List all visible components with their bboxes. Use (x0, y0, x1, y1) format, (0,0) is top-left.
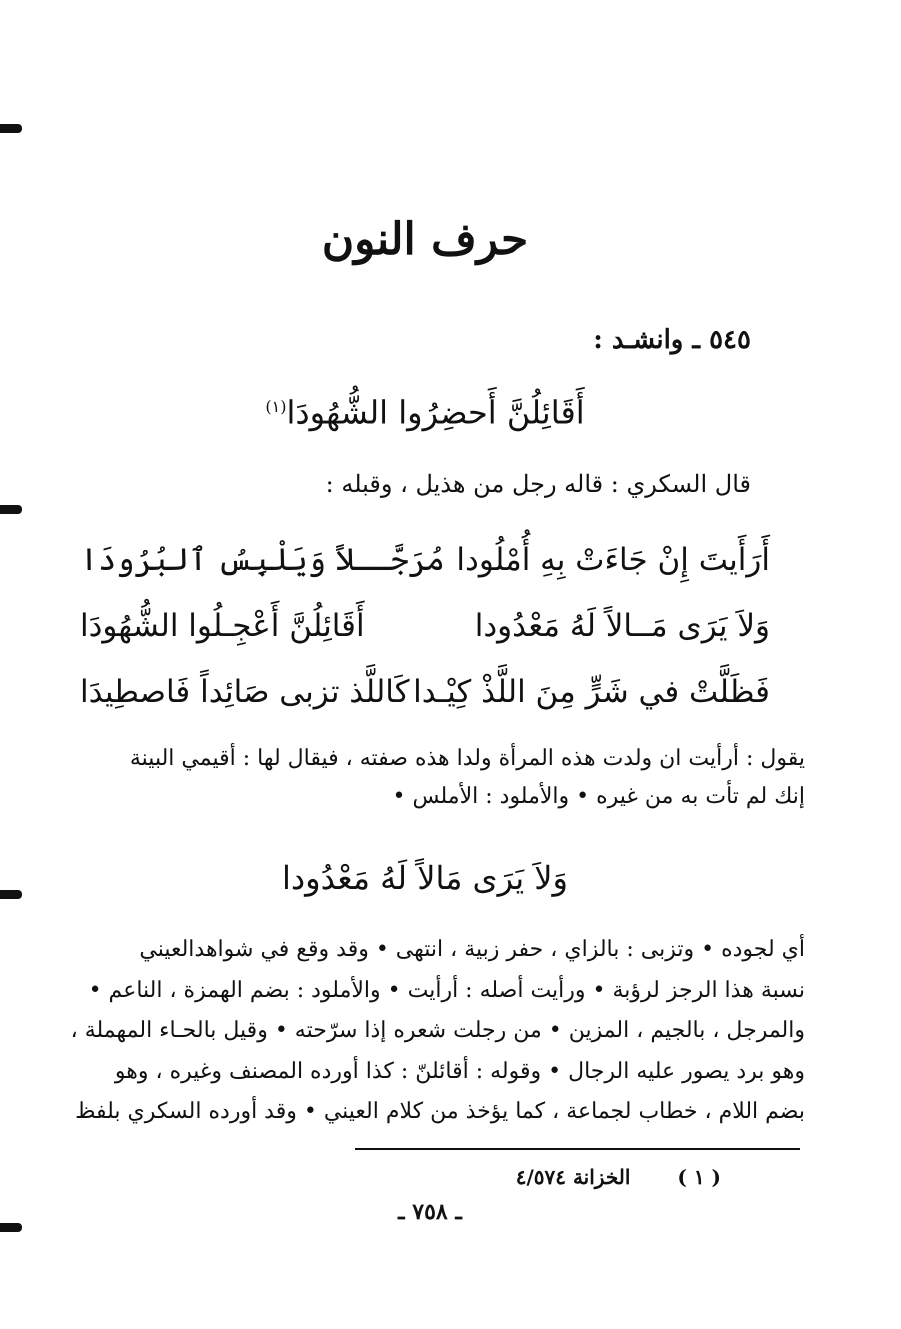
verse-first-hemistich: وَلاَ يَرَى مَــالاً لَهُ مَعْدُودا (474, 608, 770, 644)
verse-second-hemistich: مُرَجَّــلاً وَيَلْبِسُ ٱلبُرُودَا (80, 542, 445, 578)
text-line: نسبة هذا الرجز لرؤبة • ورأيت أصله : أرأيت • والأملود : بضم الهمزة ، الناعم • (88, 977, 805, 1003)
commentary-paragraph (45, 740, 805, 816)
poem-verse (70, 662, 770, 728)
margin-mark (0, 124, 22, 133)
text-line: يقول : أرأيت ان ولدت هذه المرأة ولدا هذه صفته ، فيقال لها : أقيمي البينة (129, 746, 805, 771)
text-line: أي لجوده • وتزبى : بالزاي ، حفر زبية ، انتهى • وقد وقع في شواهدالعيني (139, 937, 805, 962)
chapter-title: حرف النون (321, 214, 529, 265)
footnote-divider (355, 1148, 800, 1150)
text-line: إنك لم تأت به من غيره • والأملود : الأملس • (392, 784, 805, 809)
footnote (516, 1160, 721, 1194)
poem-verse (70, 530, 770, 596)
text-line: والمرجل ، بالجيم ، المزين • من رجلت شعره إذا سرّحته • وقيل بالحـاء المهملة ، (70, 1018, 805, 1043)
poem-verse (70, 596, 770, 662)
footnote-ref: (١) (265, 397, 287, 416)
intro-line: قال السكري : قاله رجل من هذيل ، وقبله : (325, 470, 751, 498)
verse-first-hemistich: أَرَأَيتَ إِنْ جَاءَتْ بِهِ أُمْلُودا (456, 542, 770, 578)
body-paragraph (45, 930, 805, 1133)
main-verse-text: أَقَائِلُنَّ أَحضِرُوا الشُّهُودَا (286, 393, 585, 432)
page-number: ـ ٧٥٨ ـ (398, 1199, 462, 1225)
main-verse (200, 382, 650, 438)
margin-mark (0, 1223, 22, 1232)
footnote-marker: ( ١ ) (677, 1165, 721, 1189)
quoted-verse: وَلاَ يَرَى مَالاً لَهُ مَعْدُودا (281, 859, 568, 897)
verse-second-hemistich: أَقَائِلُنَّ أَعْجِـلُوا الشُّهُودَا (80, 608, 365, 644)
text-line: بضم اللام ، خطاب لجماعة ، كما يؤخذ من كلام العيني • وقد أورده السكري بلفظ (75, 1099, 805, 1124)
text-line: وهو برد يصور عليه الرجال • وقوله : أقائلنّ : كذا أورده المصنف وغيره ، وهو (114, 1058, 805, 1084)
margin-mark (0, 890, 22, 899)
verse-second-hemistich: كَاللَّذ تزبى صَائِداً فَاصطِيدَا (80, 674, 410, 710)
footnote-text: الخزانة ٤/٥٧٤ (515, 1165, 631, 1189)
verse-first-hemistich: فَظَلَّتْ في شَرٍّ مِنَ اللَّذْ كِيْـدا (413, 674, 770, 710)
poem (70, 530, 770, 728)
margin-mark (0, 505, 22, 514)
entry-heading: ٥٤٥ ـ وانشـد : (593, 325, 751, 355)
